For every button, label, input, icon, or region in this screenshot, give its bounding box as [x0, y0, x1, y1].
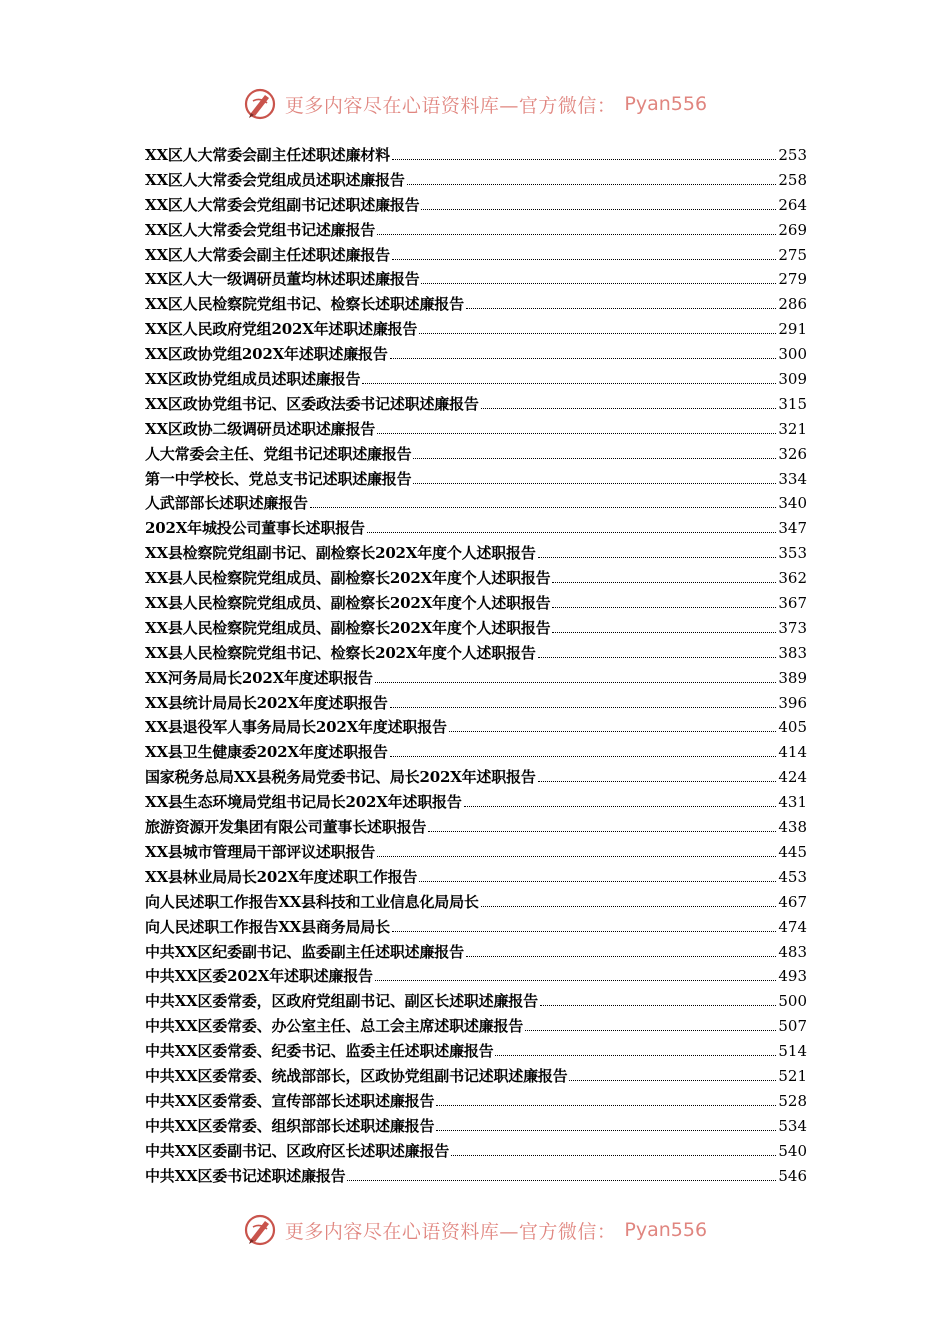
- toc-entry-page: 321: [778, 419, 807, 438]
- toc-entry-title: 第一中学校长、党总支书记述职述廉报告: [145, 469, 412, 488]
- toc-leader-dots: [466, 956, 776, 957]
- toc-entry-title: XX区人民检察院党组书记、检察长述职述廉报告: [145, 295, 464, 314]
- toc-entry-title: 人大常委会主任、党组书记述职述廉报告: [145, 444, 412, 463]
- toc-leader-dots: [377, 856, 776, 857]
- toc-entry[interactable]: [145, 342, 807, 367]
- footer-banner: [0, 1210, 950, 1250]
- toc-entry-page: 467: [778, 892, 807, 911]
- toc-entry-title: XX县人民检察院党组成员、副检察长202X年度个人述职报告: [145, 594, 551, 613]
- toc-leader-dots: [495, 1055, 776, 1056]
- toc-entry[interactable]: [145, 865, 807, 890]
- toc-entry-page: 279: [778, 270, 807, 289]
- toc-leader-dots: [436, 1105, 776, 1106]
- toc-entry[interactable]: [145, 790, 807, 815]
- toc-leader-dots: [466, 308, 776, 309]
- toc-entry-title: 中共XX区纪委副书记、监委副主任述职述廉报告: [145, 942, 464, 961]
- toc-entry-page: 383: [778, 643, 807, 662]
- banner-text: 更多内容尽在心语资料库—官方微信：: [284, 1220, 617, 1243]
- toc-entry-title: 中共XX区委常委、组织部部长述职述廉报告: [145, 1116, 435, 1135]
- toc-entry-title: XX区人大常委会副主任述职述廉材料: [145, 146, 390, 164]
- toc-entry-title: XX县卫生健康委202X年度述职报告: [145, 743, 388, 762]
- toc-leader-dots: [390, 358, 777, 359]
- toc-entry[interactable]: [145, 989, 807, 1014]
- toc-entry[interactable]: [145, 193, 807, 218]
- toc-leader-dots: [392, 259, 776, 260]
- toc-entry-page: 534: [778, 1116, 807, 1135]
- toc-entry[interactable]: [145, 715, 807, 740]
- toc-entry-page: 373: [778, 618, 807, 637]
- toc-entry[interactable]: [145, 666, 807, 691]
- toc-leader-dots: [481, 408, 777, 409]
- toc-entry[interactable]: [145, 616, 807, 641]
- toc-entry-page: 389: [778, 668, 807, 687]
- toc-entry[interactable]: [145, 168, 807, 193]
- toc-entry-page: 353: [778, 544, 807, 563]
- toc-entry-page: 483: [778, 942, 807, 961]
- toc-entry-page: 309: [778, 370, 807, 389]
- toc-entry[interactable]: [145, 691, 807, 716]
- toc-leader-dots: [421, 283, 776, 284]
- toc-leader-dots: [436, 1130, 776, 1131]
- toc-entry-page: 291: [778, 320, 807, 339]
- toc-entry[interactable]: [145, 840, 807, 865]
- toc-entry[interactable]: [145, 467, 807, 492]
- toc-entry[interactable]: [145, 516, 807, 541]
- toc-entry-title: XX县人民检察院党组书记、检察长202X年度个人述职报告: [145, 643, 536, 662]
- toc-entry-page: 405: [778, 718, 807, 737]
- toc-entry[interactable]: [145, 1064, 807, 1089]
- toc-entry-page: 275: [778, 245, 807, 264]
- toc-entry-title: 向人民述职工作报告XX县商务局局长: [145, 917, 390, 936]
- toc-entry[interactable]: [145, 218, 807, 243]
- toc-entry[interactable]: [145, 491, 807, 516]
- toc-entry-title: XX县检察院党组副书记、副检察长202X年度个人述职报告: [145, 544, 536, 563]
- toc-entry-page: 315: [778, 394, 807, 413]
- toc-entry-title: XX区政协党组书记、区委政法委书记述职述廉报告: [145, 394, 479, 413]
- toc-leader-dots: [538, 657, 777, 658]
- banner-wechat-id: Pyan556: [624, 93, 708, 115]
- toc-entry-page: 445: [778, 842, 807, 861]
- toc-entry[interactable]: [145, 1139, 807, 1164]
- toc-entry-title: 旅游资源开发集团有限公司董事长述职报告: [145, 818, 427, 837]
- toc-entry-title: XX区政协党组成员述职述廉报告: [145, 370, 361, 389]
- toc-leader-dots: [362, 383, 776, 384]
- toc-leader-dots: [569, 1080, 776, 1081]
- toc-entry-title: XX县人民检察院党组成员、副检察长202X年度个人述职报告: [145, 618, 551, 637]
- toc-entry[interactable]: [145, 641, 807, 666]
- toc-entry-page: 334: [778, 469, 807, 488]
- banner-text: 更多内容尽在心语资料库—官方微信：: [284, 94, 617, 117]
- toc-entry-title: XX区人大一级调研员董均林述职述廉报告: [145, 270, 420, 289]
- toc-entry[interactable]: [145, 143, 807, 168]
- toc-entry-page: 493: [778, 967, 807, 986]
- toc-leader-dots: [481, 906, 777, 907]
- toc-entry[interactable]: [145, 765, 807, 790]
- toc-entry[interactable]: [145, 541, 807, 566]
- toc-leader-dots: [367, 532, 777, 533]
- toc-leader-dots: [375, 682, 777, 683]
- toc-entry-page: 507: [778, 1017, 807, 1036]
- toc-leader-dots: [392, 931, 776, 932]
- toc-entry-page: 253: [778, 146, 807, 164]
- toc-leader-dots: [419, 881, 776, 882]
- toc-entry-title: 中共XX区委书记述职述廉报告: [145, 1166, 346, 1185]
- toc-entry-title: 中共XX区委常委、统战部部长，区政协党组副书记述职述廉报告: [145, 1066, 568, 1085]
- toc-entry[interactable]: [145, 890, 807, 915]
- toc-entry-title: XX区政协二级调研员述职述廉报告: [145, 419, 376, 438]
- toc-entry-title: 中共XX区委常委、宣传部部长述职述廉报告: [145, 1091, 435, 1110]
- toc-entry-title: 中共XX区委202X年述职述廉报告: [145, 967, 373, 986]
- toc-entry-title: 人武部部长述职述廉报告: [145, 494, 308, 513]
- toc-entry-title: 中共XX区委副书记、区政府区长述职述廉报告: [145, 1141, 450, 1160]
- toc-leader-dots: [407, 184, 777, 185]
- toc-entry[interactable]: [145, 267, 807, 292]
- toc-entry-title: 中共XX区委常委、纪委书记、监委主任述职述廉报告: [145, 1042, 494, 1061]
- toc-entry-title: XX县人民检察院党组成员、副检察长202X年度个人述职报告: [145, 569, 551, 588]
- toc-leader-dots: [525, 1030, 776, 1031]
- toc-entry-page: 414: [778, 743, 807, 762]
- toc-entry-page: 362: [778, 569, 807, 588]
- toc-entry[interactable]: [145, 243, 807, 268]
- toc-entry-title: 中共XX区委常委、办公室主任、总工会主席述职述廉报告: [145, 1017, 524, 1036]
- toc-entry-title: XX县林业局局长202X年度述职工作报告: [145, 867, 418, 886]
- toc-leader-dots: [552, 632, 776, 633]
- toc-entry-page: 424: [778, 768, 807, 787]
- toc-leader-dots: [428, 831, 776, 832]
- toc-leader-dots: [538, 781, 777, 782]
- toc-leader-dots: [413, 458, 776, 459]
- toc-leader-dots: [377, 433, 776, 434]
- toc-leader-dots: [392, 159, 776, 160]
- header-banner: [0, 84, 950, 124]
- table-of-contents: [145, 143, 807, 1188]
- toc-entry-title: XX河务局局长202X年度述职报告: [145, 668, 373, 687]
- toc-entry[interactable]: [145, 740, 807, 765]
- toc-entry-title: 向人民述职工作报告XX县科技和工业信息化局局长: [145, 892, 479, 911]
- toc-leader-dots: [390, 756, 777, 757]
- toc-leader-dots: [538, 557, 777, 558]
- toc-entry[interactable]: [145, 317, 807, 342]
- toc-entry-page: 396: [778, 693, 807, 712]
- toc-entry[interactable]: [145, 566, 807, 591]
- toc-entry[interactable]: [145, 292, 807, 317]
- toc-leader-dots: [449, 731, 777, 732]
- toc-entry[interactable]: [145, 964, 807, 989]
- toc-leader-dots: [390, 707, 777, 708]
- toc-entry-page: 474: [778, 917, 807, 936]
- toc-entry-page: 453: [778, 867, 807, 886]
- toc-entry-page: 546: [778, 1166, 807, 1185]
- toc-entry-title: XX区政协党组202X年述职述廉报告: [145, 345, 388, 364]
- toc-entry[interactable]: [145, 1114, 807, 1139]
- toc-leader-dots: [540, 1005, 776, 1006]
- toc-entry-title: XX区人民政府党组202X年述职述廉报告: [145, 320, 418, 339]
- toc-entry[interactable]: [145, 940, 807, 965]
- toc-entry-page: 500: [778, 992, 807, 1011]
- toc-entry[interactable]: [145, 915, 807, 940]
- toc-entry[interactable]: [145, 1014, 807, 1039]
- toc-entry-title: XX区人大常委会副主任述职述廉报告: [145, 245, 390, 264]
- toc-entry-title: 中共XX区委常委，区政府党组副书记、副区长述职述廉报告: [145, 992, 538, 1011]
- toc-entry[interactable]: [145, 1089, 807, 1114]
- toc-entry[interactable]: [145, 442, 807, 467]
- toc-entry[interactable]: [145, 417, 807, 442]
- toc-leader-dots: [377, 234, 776, 235]
- toc-leader-dots: [375, 980, 777, 981]
- toc-leader-dots: [451, 1155, 776, 1156]
- toc-entry[interactable]: [145, 392, 807, 417]
- toc-entry-title: 国家税务总局XX县税务局党委书记、局长202X年述职报告: [145, 768, 536, 787]
- toc-leader-dots: [413, 483, 776, 484]
- toc-leader-dots: [421, 209, 776, 210]
- toc-entry-title: XX区人大常委会党组书记述廉报告: [145, 220, 376, 239]
- toc-entry-page: 264: [778, 195, 807, 214]
- toc-entry-title: XX县生态环境局党组书记局长202X年述职报告: [145, 793, 462, 812]
- toc-entry-title: XX区人大常委会党组成员述职述廉报告: [145, 170, 405, 189]
- toc-entry-title: XX县城市管理局干部评议述职报告: [145, 842, 376, 861]
- toc-leader-dots: [310, 507, 777, 508]
- toc-entry-title: 202X年城投公司董事长述职报告: [145, 519, 365, 538]
- pen-logo-icon: [243, 87, 277, 121]
- toc-leader-dots: [347, 1180, 776, 1181]
- toc-entry-page: 347: [778, 519, 807, 538]
- toc-entry-page: 286: [778, 295, 807, 314]
- toc-entry-page: 521: [778, 1066, 807, 1085]
- toc-leader-dots: [464, 806, 777, 807]
- toc-entry-page: 269: [778, 220, 807, 239]
- toc-entry-title: XX区人大常委会党组副书记述职述廉报告: [145, 195, 420, 214]
- toc-entry[interactable]: [145, 1164, 807, 1189]
- toc-entry-page: 340: [778, 494, 807, 513]
- toc-leader-dots: [552, 607, 776, 608]
- toc-entry-page: 367: [778, 594, 807, 613]
- pen-logo-icon: [243, 1213, 277, 1247]
- toc-entry[interactable]: [145, 815, 807, 840]
- toc-entry[interactable]: [145, 367, 807, 392]
- toc-entry-page: 326: [778, 444, 807, 463]
- toc-entry[interactable]: [145, 1039, 807, 1064]
- toc-entry-page: 540: [778, 1141, 807, 1160]
- banner-wechat-id: Pyan556: [624, 1219, 708, 1241]
- toc-entry-page: 438: [778, 818, 807, 837]
- toc-entry-title: XX县统计局局长202X年度述职报告: [145, 693, 388, 712]
- toc-leader-dots: [552, 582, 776, 583]
- toc-entry[interactable]: [145, 591, 807, 616]
- toc-entry-page: 258: [778, 170, 807, 189]
- toc-entry-title: XX县退役军人事务局局长202X年度述职报告: [145, 718, 447, 737]
- toc-entry-page: 431: [778, 793, 807, 812]
- toc-leader-dots: [419, 333, 776, 334]
- toc-entry-page: 514: [778, 1042, 807, 1061]
- toc-entry-page: 528: [778, 1091, 807, 1110]
- toc-entry-page: 300: [778, 345, 807, 364]
